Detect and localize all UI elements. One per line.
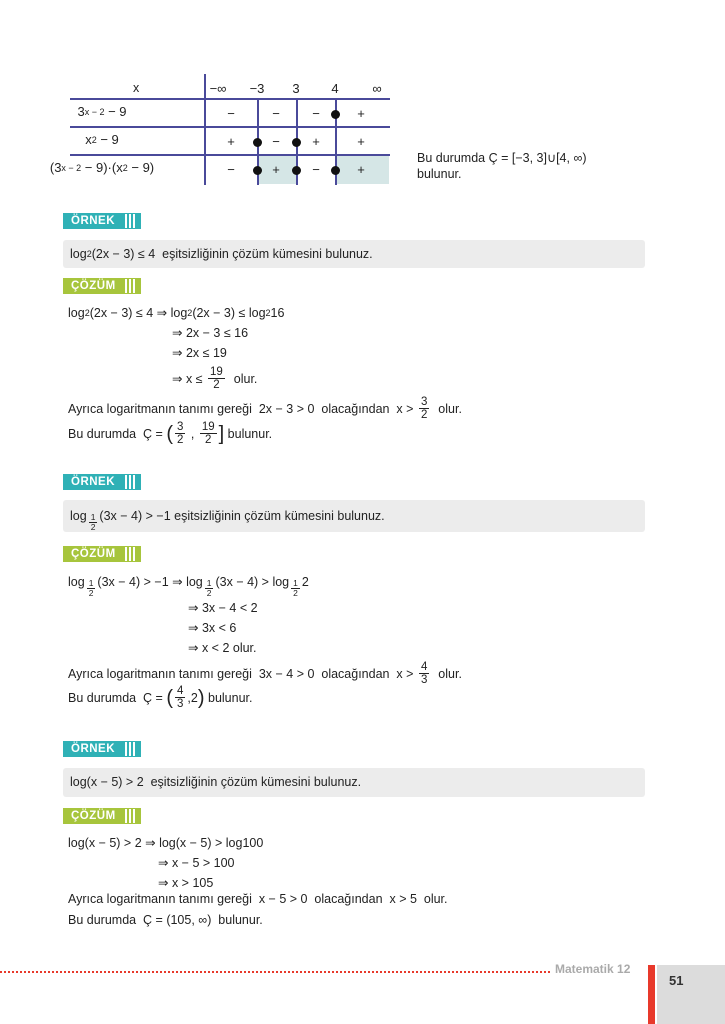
table-header-point: 3: [292, 81, 300, 96]
denominator: 2: [205, 434, 212, 446]
math-text: ⇒ x ≤: [172, 372, 207, 386]
bracket: (: [166, 686, 173, 709]
solution-line: [68, 396, 462, 421]
table-header-point: 4: [331, 81, 339, 96]
example-badge: ÖRNEK: [63, 213, 141, 229]
math-text: log: [70, 508, 87, 523]
math-text: log: [68, 574, 85, 589]
denominator: 2: [88, 588, 94, 598]
fraction: [175, 685, 185, 710]
denominator: 2: [293, 588, 298, 598]
fraction: [205, 579, 214, 598]
table-sign: −: [227, 106, 235, 121]
example-badge: ÖRNEK: [63, 741, 141, 757]
table-sign: +: [312, 134, 320, 149]
fraction: [89, 513, 98, 532]
numerator: 19: [201, 421, 215, 433]
math-text: Bu durumda Ç = (105, ∞) bulunur.: [68, 913, 263, 927]
table-sign: +: [357, 134, 365, 149]
footer-dotted-rule: [0, 971, 550, 973]
table-conclusion: Bu durumda Ç = [−3, 3]∪[4, ∞): [417, 151, 587, 165]
badge-stripes: [125, 547, 137, 561]
page-number-box: [657, 965, 725, 1024]
math-text: ,2: [187, 690, 198, 705]
root-dot: [253, 166, 262, 175]
table-rule: [70, 126, 390, 128]
math-text: (3: [49, 160, 62, 175]
solution-badge: ÇÖZÜM: [63, 278, 141, 294]
table-sign: −: [272, 106, 280, 121]
numerator: 19: [210, 366, 223, 378]
subscript: 2: [84, 307, 90, 318]
denominator: 3: [177, 698, 184, 710]
superscript: 2: [91, 134, 97, 145]
math-text: log: [70, 247, 87, 261]
math-text: Bu durumda Ç =: [68, 426, 167, 441]
table-row-label: [0, 160, 204, 175]
root-dot: [292, 166, 301, 175]
fraction: [87, 579, 96, 598]
solution-line: [158, 875, 213, 890]
math-text: Ayrıca logaritmanın tanımı gereği 2x − 3 > 0 olacağından x >: [68, 401, 417, 416]
table-sign: +: [357, 106, 365, 121]
solution-line: [68, 305, 284, 320]
fraction: [175, 421, 185, 446]
solution-line: [68, 835, 263, 850]
badge-stripes: [125, 809, 137, 823]
table-sign: −: [312, 106, 320, 121]
solution-line: [68, 421, 272, 446]
superscript: 2: [122, 162, 128, 173]
solution-line: [188, 640, 257, 655]
numerator: 4: [177, 685, 184, 697]
solution-line: [188, 620, 236, 635]
numerator: 4: [420, 661, 428, 673]
numerator: 3: [177, 421, 184, 433]
math-text: bulunur.: [224, 426, 273, 441]
math-text: olur.: [431, 666, 462, 681]
solution-line: [172, 366, 257, 391]
math-text: log(x − 5) > 2 eşitsizliğinin çözüm kümesini bulunuz.: [70, 775, 362, 789]
math-text: (2x − 3) ≤ log: [192, 305, 266, 320]
question-text: [70, 247, 373, 261]
bracket: ]: [218, 422, 225, 445]
table-conclusion-end: bulunur.: [417, 167, 462, 181]
footer-red-bar: [648, 965, 655, 1024]
table-header-point: −3: [249, 81, 265, 96]
badge-stripes: [125, 742, 137, 756]
superscript: x − 2: [61, 162, 82, 173]
denominator: 3: [420, 674, 428, 686]
bracket: (: [166, 422, 173, 445]
math-text: ,: [187, 426, 198, 441]
root-dot: [253, 138, 262, 147]
math-text: log: [68, 305, 85, 320]
math-text: Bu durumda Ç =: [68, 690, 167, 705]
math-text: log(x − 5) > 2 ⇒ log(x − 5) > log100: [68, 836, 264, 850]
numerator: 1: [88, 578, 94, 588]
math-text: ⇒ x > 105: [158, 876, 214, 890]
table-rule: [70, 98, 390, 100]
math-text: Ayrıca logaritmanın tanımı gereği x − 5 > 0 olacağından x > 5 olur.: [68, 892, 448, 906]
math-text: − 9): [127, 160, 155, 175]
numerator: 1: [293, 578, 298, 588]
fraction: [419, 396, 429, 421]
book-title: Matematik 12: [555, 962, 631, 976]
table-sign: +: [272, 162, 280, 177]
solution-line: [68, 892, 448, 906]
numerator: 1: [206, 578, 212, 588]
bracket: ): [197, 686, 205, 709]
badge-stripes: [125, 214, 137, 228]
table-sign: −: [227, 162, 235, 177]
example-badge: ÖRNEK: [63, 474, 141, 490]
math-text: x: [85, 132, 92, 147]
math-text: − 9: [104, 104, 127, 119]
question-text: [70, 506, 385, 532]
math-text: 16: [270, 305, 285, 320]
table-sign: −: [312, 162, 320, 177]
subscript: 2: [86, 249, 92, 259]
table-sign: +: [357, 162, 365, 177]
denominator: 2: [420, 409, 428, 421]
solution-line: [158, 855, 235, 870]
numerator: 3: [420, 396, 428, 408]
solution-line: [68, 913, 263, 927]
denominator: 2: [213, 379, 220, 391]
math-text: (3x − 4) > log: [215, 574, 290, 589]
fraction: [200, 421, 217, 446]
math-text: Ayrıca logaritmanın tanımı gereği 3x − 4 > 0 olacağından x >: [68, 666, 417, 681]
math-text: (2x − 3) ≤ 4 ⇒ log: [89, 306, 188, 320]
denominator: 2: [90, 522, 96, 532]
root-dot: [331, 166, 340, 175]
table-rule: [70, 154, 390, 156]
fraction: [291, 579, 300, 598]
math-text: (2x − 3) ≤ 4 eşitsizliğinin çözüm kümesini bulunuz.: [91, 247, 373, 261]
badge-stripes: [125, 475, 137, 489]
math-text: ⇒ 3x − 4 < 2: [188, 601, 258, 615]
superscript: x − 2: [84, 106, 105, 117]
math-text: 2: [301, 574, 309, 589]
root-dot: [292, 138, 301, 147]
solution-line: [68, 572, 309, 598]
math-text: − 9: [96, 132, 119, 147]
page-number: 51: [669, 973, 684, 988]
badge-stripes: [125, 279, 137, 293]
solution-line: [172, 325, 248, 340]
math-text: ⇒ x − 5 > 100: [158, 856, 235, 870]
fraction: [208, 366, 225, 391]
subscript: 2: [187, 307, 193, 318]
numerator: 1: [90, 512, 96, 522]
root-dot: [331, 110, 340, 119]
denominator: 2: [206, 588, 212, 598]
solution-badge: ÇÖZÜM: [63, 546, 141, 562]
table-header-x: x: [133, 81, 140, 95]
math-text: ⇒ 2x ≤ 19: [172, 346, 227, 360]
math-text: bulunur.: [204, 690, 253, 705]
math-text: ⇒ x < 2 olur.: [188, 641, 257, 655]
solution-line: [68, 661, 462, 686]
math-text: − 9)·(x: [81, 160, 123, 175]
table-sign: −: [272, 134, 280, 149]
solution-badge: ÇÖZÜM: [63, 808, 141, 824]
solution-line: [172, 345, 227, 360]
table-sign: +: [227, 134, 235, 149]
math-text: ⇒ 2x − 3 ≤ 16: [172, 326, 249, 340]
table-row-label: [0, 132, 204, 147]
table-row-label: [0, 104, 204, 119]
table-header-point: −∞: [209, 81, 227, 96]
denominator: 2: [177, 434, 184, 446]
math-text: (3x − 4) > −1 ⇒ log: [97, 575, 203, 589]
solution-line: [68, 685, 252, 710]
math-text: (3x − 4) > −1 eşitsizliğinin çözüm kümesini bulunuz.: [99, 508, 385, 523]
subscript: 2: [265, 307, 271, 318]
fraction: [419, 661, 429, 686]
math-text: ⇒ 3x < 6: [188, 621, 237, 635]
math-text: olur.: [431, 401, 462, 416]
table-header-point: ∞: [372, 81, 382, 96]
math-text: olur.: [226, 371, 258, 386]
question-text: [70, 775, 361, 789]
solution-line: [188, 600, 258, 615]
math-text: 3: [77, 104, 85, 119]
